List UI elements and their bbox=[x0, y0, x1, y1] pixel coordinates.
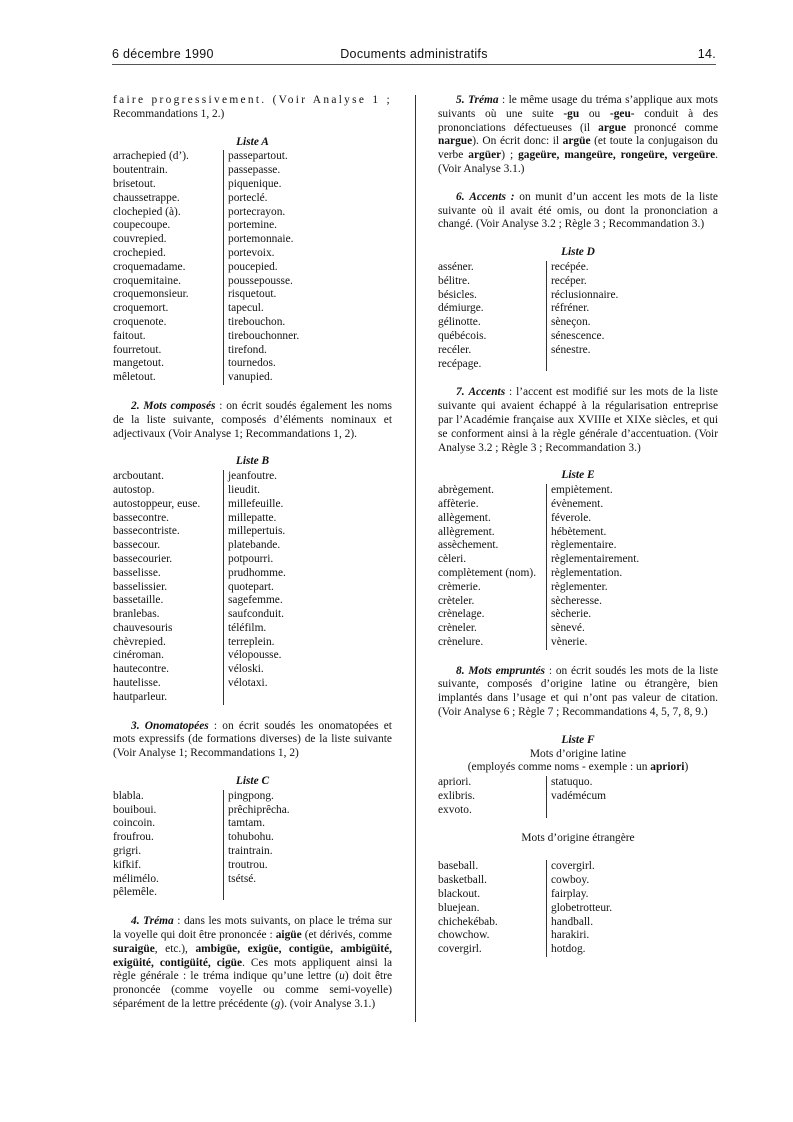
word-entry: tsétsé. bbox=[228, 872, 257, 885]
word-entry: crèneler. bbox=[438, 622, 477, 635]
word-entry bbox=[228, 691, 392, 705]
word-entry: chauvesouris bbox=[113, 621, 173, 634]
word-entry: hébètement. bbox=[551, 525, 607, 538]
word-entry: pingpong. bbox=[228, 789, 274, 802]
word-entry: abrègement. bbox=[438, 484, 494, 497]
liste-f-foreign-table bbox=[438, 860, 718, 957]
word-entry: tohubohu. bbox=[228, 831, 274, 844]
word-entry: covergirl. bbox=[551, 860, 595, 873]
word-entry: règlementaire. bbox=[551, 539, 617, 552]
word-entry: brisetout. bbox=[113, 177, 156, 190]
word-entry: exlibris. bbox=[438, 790, 476, 803]
word-entry: exvoto. bbox=[438, 803, 472, 816]
word-entry: prêchiprêcha. bbox=[228, 803, 290, 816]
column-divider bbox=[415, 95, 416, 1022]
word-entry: portevoix. bbox=[228, 246, 275, 259]
word-entry: bassecourier. bbox=[113, 552, 173, 565]
left-column bbox=[113, 94, 392, 1012]
word-entry: règlementairement. bbox=[551, 553, 640, 566]
word-entry: poucepied. bbox=[228, 260, 278, 273]
word-entry: passepasse. bbox=[228, 164, 281, 177]
liste-c-table bbox=[113, 790, 392, 900]
word-entry: jeanfoutre. bbox=[228, 470, 278, 483]
word-entry: millefeuille. bbox=[228, 497, 284, 510]
word-entry: vélopousse. bbox=[228, 649, 282, 662]
word-entry: basselisse. bbox=[113, 566, 161, 579]
word-entry: croquemort. bbox=[113, 302, 169, 315]
word-entry: harakiri. bbox=[551, 929, 590, 942]
word-entry: empiètement. bbox=[551, 484, 613, 497]
header-date: 6 décembre 1990 bbox=[112, 47, 214, 61]
word-entry: clochepied (à). bbox=[113, 205, 181, 218]
word-entry: faitout. bbox=[113, 329, 146, 342]
section-6-paragraph: 6. Accents : on munit d’un accent les mots de la liste suivante où il avait été omis, ou dont la prononciation a changé. (Voir Analyse 3.2 ; Règle 3 ; Recommandation 3.) bbox=[438, 190, 718, 231]
word-entry bbox=[551, 804, 718, 818]
section-2-paragraph: 2. Mots composés : on écrit soudés également les noms de la liste suivante, composés d’éléments nominaux et adjectivaux (Voir Analyse 1; Recommandations 1, 2). bbox=[113, 399, 392, 440]
word-entry: fourretout. bbox=[113, 343, 162, 356]
word-entry: arrachepied (d’). bbox=[113, 150, 189, 163]
section-4-paragraph: 4. Tréma : dans les mots suivants, on place le tréma sur la voyelle qui doit être prononcée : aigüe (et dérivés, comme suraigüe, etc.), ambigüe, exigüe, contigüe, ambigüité, exigüité, contigüité, cigüe. Ces mots appliquent ainsi la règle générale : le tréma indique qu’une lettre (u) doit être prononcée (comme voyelle ou comme semi-voyelle) séparément de la lettre précédente (g). (voir Analyse 3.1.) bbox=[113, 915, 393, 1011]
word-entry: sècheresse. bbox=[551, 594, 602, 607]
word-entry: bélitre. bbox=[438, 274, 470, 287]
word-entry: passepartout. bbox=[228, 150, 288, 163]
word-entry: coincoin. bbox=[113, 817, 156, 830]
word-entry: apriori. bbox=[438, 776, 472, 789]
word-entry: piquenique. bbox=[228, 177, 282, 190]
word-entry: croquemadame. bbox=[113, 260, 186, 273]
word-entry: crènelure. bbox=[438, 635, 484, 648]
word-entry: traintrain. bbox=[228, 845, 273, 858]
word-entry: recépée. bbox=[551, 260, 589, 273]
word-entry: terreplein. bbox=[228, 635, 275, 648]
word-entry: portemine. bbox=[228, 219, 278, 232]
word-entry: réfréner. bbox=[551, 302, 590, 315]
word-entry: kifkif. bbox=[113, 858, 142, 871]
word-entry: véloski. bbox=[228, 663, 264, 676]
word-entry: boutentrain. bbox=[113, 164, 168, 177]
word-entry: autostoppeur, euse. bbox=[113, 497, 201, 510]
word-entry: sèneçon. bbox=[551, 316, 591, 329]
word-entry: vanupied. bbox=[228, 371, 273, 384]
section-8-paragraph: 8. Mots empruntés : on écrit soudés les mots de la liste suivante, composés d’origine latine ou étrangère, bien implantés dans l’usage et qui n’ont pas valeur de citation. (Voir Analyse 6 ; Règle 7 ; Recommandations 4, 5, 7, 8, 9.) bbox=[438, 664, 718, 719]
liste-a-title: Liste A bbox=[236, 135, 269, 148]
liste-d-right bbox=[547, 261, 719, 371]
word-entry: hautparleur. bbox=[113, 690, 168, 703]
liste-c-right bbox=[224, 790, 393, 900]
liste-e-table bbox=[438, 484, 718, 650]
word-entry: platebande. bbox=[228, 539, 281, 552]
word-entry bbox=[228, 886, 392, 900]
liste-e-left bbox=[438, 484, 547, 650]
word-entry: assèchement. bbox=[438, 539, 499, 552]
word-entry: hautecontre. bbox=[113, 663, 169, 676]
word-entry: bésicles. bbox=[438, 288, 477, 301]
word-entry: vélotaxi. bbox=[228, 677, 268, 690]
word-entry: tapecul. bbox=[228, 302, 264, 315]
word-entry: recéper. bbox=[551, 274, 587, 287]
word-entry: chowchow. bbox=[438, 929, 490, 942]
word-entry: arcboutant. bbox=[113, 470, 164, 483]
word-entry: évènement. bbox=[551, 497, 604, 510]
word-entry: porteclé. bbox=[228, 191, 268, 204]
word-entry: asséner. bbox=[438, 260, 474, 273]
word-entry: troutrou. bbox=[228, 858, 268, 871]
word-entry: saufconduit. bbox=[228, 608, 284, 621]
word-entry: démiurge. bbox=[438, 302, 484, 315]
word-entry: recéler. bbox=[438, 343, 472, 356]
word-entry: hotdog. bbox=[551, 943, 586, 956]
word-entry: téléfilm. bbox=[228, 621, 267, 634]
word-entry: tirefond. bbox=[228, 343, 267, 356]
word-entry: vadémécum bbox=[551, 790, 607, 803]
word-entry: cinéroman. bbox=[113, 649, 164, 662]
word-entry: féverole. bbox=[551, 511, 592, 524]
word-entry: complètement (nom). bbox=[438, 566, 537, 579]
word-entry: bouiboui. bbox=[113, 803, 157, 816]
word-entry: tirebouchon. bbox=[228, 315, 286, 328]
word-entry: crènelage. bbox=[438, 608, 485, 621]
header-title: Documents administratifs bbox=[340, 47, 488, 61]
word-entry: poussepousse. bbox=[228, 274, 293, 287]
word-entry: québécois. bbox=[438, 329, 487, 342]
right-column bbox=[438, 94, 718, 957]
liste-f-title: Liste F bbox=[561, 733, 595, 746]
liste-f-latin-subtitle: Mots d’origine latine bbox=[529, 747, 627, 760]
word-entry: bassecontriste. bbox=[113, 525, 180, 538]
word-entry: fairplay. bbox=[551, 888, 589, 901]
liste-f-foreign-subtitle: Mots d’origine étrangère bbox=[521, 831, 635, 844]
word-entry: lieudit. bbox=[228, 483, 260, 496]
liste-e-right bbox=[547, 484, 719, 650]
liste-a-right bbox=[224, 150, 393, 385]
word-entry: tournedos. bbox=[228, 357, 276, 370]
word-entry: tamtam. bbox=[228, 817, 266, 830]
word-entry: allègement. bbox=[438, 511, 491, 524]
word-entry: crèmerie. bbox=[438, 580, 481, 593]
liste-a-left bbox=[113, 150, 224, 385]
word-entry: portemonnaie. bbox=[228, 233, 294, 246]
word-entry: chèvrepied. bbox=[113, 635, 166, 648]
word-entry: grigri. bbox=[113, 845, 142, 858]
word-entry: vènerie. bbox=[551, 635, 588, 648]
word-entry: branlebas. bbox=[113, 608, 160, 621]
word-entry: recépage. bbox=[438, 357, 482, 370]
section-7-paragraph: 7. Accents : l’accent est modifié sur les mots de la liste suivante qui avaient échappé à la régularisation entreprise par l’Académie française aux XVIIIe et XIXe siècles, et qui se conforment ainsi à la règle générale d’accentuation. (Voir Analyse 3.2 ; Règle 3 ; Recommandation 3.) bbox=[438, 386, 718, 454]
word-entry: crèteler. bbox=[438, 594, 475, 607]
word-entry: covergirl. bbox=[438, 943, 482, 956]
section-5-paragraph: 5. Tréma : le même usage du tréma s’applique aux mots suivants où une suite -gu ou -geu- conduit à des prononciations défectueuses (il argue prononcé comme nargue). On écrit donc: il argüe (et toute la conjugaison du verbe argüer) ; gageüre, mangeüre, rongeüre, vergeüre. (Voir Analyse 3.1.) bbox=[438, 94, 719, 175]
liste-c-title: Liste C bbox=[235, 775, 270, 788]
word-entry: millepertuis. bbox=[228, 525, 286, 538]
liste-a-table bbox=[113, 150, 392, 385]
word-entry: cèleri. bbox=[438, 553, 467, 566]
liste-b-title: Liste B bbox=[235, 455, 270, 468]
liste-f-latin-note: (employés comme noms - exemple : un apriori) bbox=[467, 761, 689, 774]
word-entry: prudhomme. bbox=[228, 566, 286, 579]
word-entry: portecrayon. bbox=[228, 205, 286, 218]
section-3-paragraph: 3. Onomatopées : on écrit soudés les onomatopées et mots expressifs (de formations diverses) de la liste suivante (Voir Analyse 1; Recommandations 1, 2) bbox=[113, 719, 392, 760]
word-entry: quotepart. bbox=[228, 580, 274, 593]
liste-e-title: Liste E bbox=[561, 469, 595, 482]
word-entry: pêlemêle. bbox=[113, 886, 157, 899]
word-entry: sénescence. bbox=[551, 329, 605, 342]
liste-b-right bbox=[224, 470, 393, 705]
word-entry: millepatte. bbox=[228, 511, 277, 524]
intro-line-2: Recommandations 1, 2.) bbox=[113, 107, 225, 120]
header-rule bbox=[112, 64, 716, 65]
liste-f-latin-table bbox=[438, 776, 718, 817]
word-entry bbox=[551, 358, 718, 372]
word-entry: mêletout. bbox=[113, 371, 156, 384]
word-entry: bluejean. bbox=[438, 901, 480, 914]
word-entry: sagefemme. bbox=[228, 594, 283, 607]
word-entry: croquemitaine. bbox=[113, 274, 181, 287]
word-entry: gélinotte. bbox=[438, 316, 481, 329]
word-entry: froufrou. bbox=[113, 831, 154, 844]
word-entry: bassecour. bbox=[113, 539, 161, 552]
word-entry: allègrement. bbox=[438, 525, 495, 538]
word-entry: basketball. bbox=[438, 874, 488, 887]
word-entry: règlementation. bbox=[551, 566, 623, 579]
word-entry: bassetaille. bbox=[113, 594, 164, 607]
liste-f-latin-right bbox=[547, 776, 719, 817]
intro-line: faire progressivement. (Voir Analyse 1 ; bbox=[113, 94, 392, 106]
word-entry: couvrepied. bbox=[113, 233, 167, 246]
word-entry: chaussetrappe. bbox=[113, 191, 180, 204]
word-entry: bassecontre. bbox=[113, 511, 169, 524]
word-entry: croquenote. bbox=[113, 315, 167, 328]
liste-f-foreign-right bbox=[547, 860, 719, 957]
word-entry: crochepied. bbox=[113, 246, 166, 259]
word-entry: globetrotteur. bbox=[551, 901, 613, 914]
word-entry: cowboy. bbox=[551, 874, 590, 887]
word-entry: croquemonsieur. bbox=[113, 288, 189, 301]
word-entry: mélimélo. bbox=[113, 872, 159, 885]
liste-d-title: Liste D bbox=[561, 246, 595, 259]
word-entry: affèterie. bbox=[438, 497, 479, 510]
liste-b-table bbox=[113, 470, 392, 705]
word-entry: tirebouchonner. bbox=[228, 329, 300, 342]
liste-f-latin-left bbox=[438, 776, 547, 817]
word-entry: baseball. bbox=[438, 860, 479, 873]
word-entry: réclusionnaire. bbox=[551, 288, 619, 301]
running-header bbox=[112, 47, 716, 65]
word-entry: hautelisse. bbox=[113, 677, 161, 690]
liste-d-left bbox=[438, 261, 547, 371]
liste-d-table bbox=[438, 261, 718, 371]
word-entry: sénestre. bbox=[551, 343, 591, 356]
word-entry: coupecoupe. bbox=[113, 219, 171, 232]
word-entry: blackout. bbox=[438, 888, 481, 901]
word-entry: risquetout. bbox=[228, 288, 277, 301]
word-entry: sècherie. bbox=[551, 608, 592, 621]
word-entry: basselissier. bbox=[113, 580, 168, 593]
header-page-number: 14. bbox=[697, 47, 716, 61]
word-entry: sènevé. bbox=[551, 622, 585, 635]
word-entry: autostop. bbox=[113, 483, 155, 496]
word-entry: potpourri. bbox=[228, 552, 274, 565]
liste-f-foreign-left bbox=[438, 860, 547, 957]
word-entry: chichekébab. bbox=[438, 915, 498, 928]
liste-c-left bbox=[113, 790, 224, 900]
liste-b-left bbox=[113, 470, 224, 705]
word-entry: blabla. bbox=[113, 789, 144, 802]
word-entry: statuquo. bbox=[551, 776, 593, 789]
word-entry: mangetout. bbox=[113, 357, 164, 370]
word-entry: règlementer. bbox=[551, 580, 608, 593]
word-entry: handball. bbox=[551, 915, 594, 928]
